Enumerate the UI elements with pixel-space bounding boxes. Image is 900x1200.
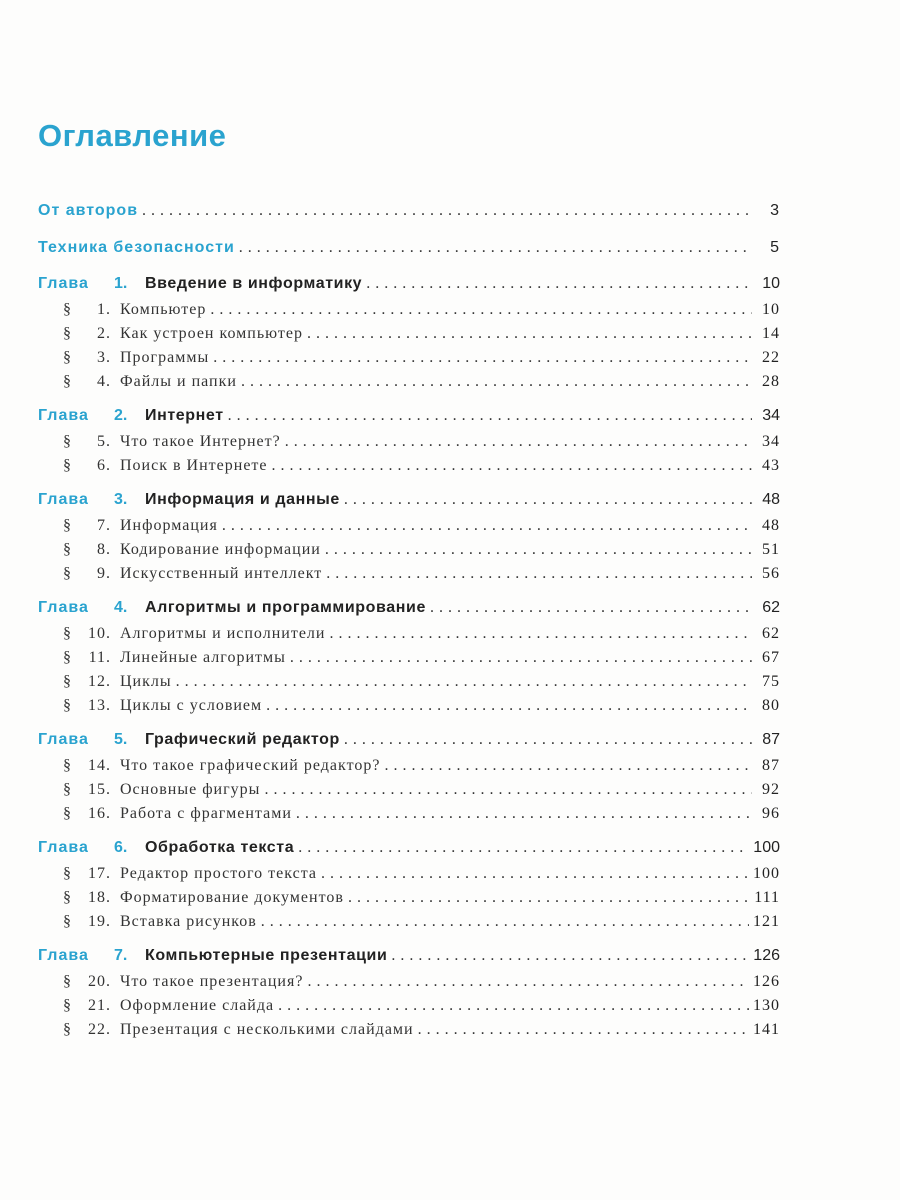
dot-leader: [321, 865, 749, 883]
dot-leader: [228, 407, 752, 425]
section-title: Файлы и папки: [120, 373, 237, 390]
toc-section[interactable]: [38, 649, 780, 673]
dot-leader: [384, 757, 752, 775]
dot-leader: [348, 889, 750, 907]
chapter-label: Глава: [38, 275, 89, 292]
chapter-number: 5.: [114, 731, 128, 748]
toc-chapter[interactable]: [38, 839, 780, 865]
toc-entry-front[interactable]: [38, 239, 780, 265]
page-number: 67: [762, 649, 780, 666]
section-number: 6.: [97, 457, 111, 474]
section-title: Основные фигуры: [120, 781, 261, 798]
section-title: Информация: [120, 517, 218, 534]
page-number: 48: [762, 491, 780, 508]
toc-section[interactable]: [38, 565, 780, 589]
toc-chapter[interactable]: [38, 599, 780, 625]
dot-leader: [290, 649, 752, 667]
toc-section[interactable]: [38, 517, 780, 541]
section-sign: §: [63, 973, 72, 990]
toc-section[interactable]: [38, 757, 780, 781]
toc-section[interactable]: [38, 973, 780, 997]
toc-section[interactable]: [38, 889, 780, 913]
page-number: 34: [762, 433, 780, 450]
page-number: 75: [762, 673, 780, 690]
section-number: 1.: [97, 301, 111, 318]
toc-section[interactable]: [38, 865, 780, 889]
dot-leader: [285, 433, 752, 451]
chapter-title: Компьютерные презентации: [145, 947, 388, 964]
section-number: 18.: [88, 889, 111, 906]
toc-section[interactable]: [38, 1021, 780, 1045]
toc-section[interactable]: [38, 457, 780, 481]
dot-leader: [298, 839, 749, 857]
section-sign: §: [63, 625, 72, 642]
chapter-title: Информация и данные: [145, 491, 340, 508]
page-number: 130: [753, 997, 780, 1014]
dot-leader: [418, 1021, 749, 1039]
toc-section[interactable]: [38, 325, 780, 349]
section-sign: §: [63, 517, 72, 534]
dot-leader: [325, 541, 752, 559]
page-number: 22: [762, 349, 780, 366]
section-number: 15.: [88, 781, 111, 798]
section-title: Редактор простого текста: [120, 865, 318, 882]
chapter-label: Глава: [38, 599, 89, 616]
section-number: 22.: [88, 1021, 111, 1038]
section-title: Кодирование информации: [120, 541, 321, 558]
chapter-number: 4.: [114, 599, 128, 616]
dot-leader: [222, 517, 752, 535]
section-title: Форматирование документов: [120, 889, 344, 906]
entry-title: От авторов: [38, 202, 139, 219]
section-title: Что такое графический редактор?: [120, 757, 381, 774]
chapter-title: Интернет: [145, 407, 224, 424]
page-number: 62: [762, 599, 780, 616]
section-sign: §: [63, 325, 72, 342]
chapter-label: Глава: [38, 491, 89, 508]
page-number: 5: [770, 239, 780, 256]
section-sign: §: [63, 349, 72, 366]
section-number: 2.: [97, 325, 111, 342]
dot-leader: [366, 275, 752, 293]
dot-leader: [176, 673, 752, 691]
page-number: 56: [762, 565, 780, 582]
dot-leader: [272, 457, 752, 475]
page-number: 51: [762, 541, 780, 558]
page-number: 100: [753, 839, 780, 856]
chapter-number: 7.: [114, 947, 128, 964]
toc-section[interactable]: [38, 673, 780, 697]
dot-leader: [430, 599, 752, 617]
chapter-label: Глава: [38, 947, 89, 964]
toc-chapter[interactable]: [38, 407, 780, 433]
page-number: 48: [762, 517, 780, 534]
toc-section[interactable]: [38, 997, 780, 1021]
section-number: 20.: [88, 973, 111, 990]
page-number: 126: [753, 973, 780, 990]
page-number: 121: [753, 913, 780, 930]
page-number: 34: [762, 407, 780, 424]
section-number: 13.: [88, 697, 111, 714]
section-sign: §: [63, 697, 72, 714]
chapter-number: 3.: [114, 491, 128, 508]
toc-section[interactable]: [38, 349, 780, 373]
section-number: 4.: [97, 373, 111, 390]
section-number: 19.: [88, 913, 111, 930]
page-title: Оглавление: [38, 118, 227, 153]
page-number: 111: [754, 889, 780, 906]
dot-leader: [329, 625, 752, 643]
page-number: 92: [762, 781, 780, 798]
dot-leader: [261, 913, 749, 931]
toc-section[interactable]: [38, 697, 780, 721]
section-title: Оформление слайда: [120, 997, 275, 1014]
section-sign: §: [63, 373, 72, 390]
section-title: Искусственный интеллект: [120, 565, 323, 582]
dot-leader: [241, 373, 752, 391]
section-sign: §: [63, 865, 72, 882]
toc-chapter[interactable]: [38, 275, 780, 301]
section-number: 7.: [97, 517, 111, 534]
page-number: 14: [762, 325, 780, 342]
toc-section[interactable]: [38, 301, 780, 325]
section-number: 12.: [88, 673, 111, 690]
section-title: Презентация с несколькими слайдами: [120, 1021, 414, 1038]
toc-chapter[interactable]: [38, 491, 780, 517]
page-number: 3: [770, 202, 780, 219]
page-number: 28: [762, 373, 780, 390]
section-title: Линейные алгоритмы: [120, 649, 286, 666]
chapter-title: Обработка текста: [145, 839, 295, 856]
page-number: 62: [762, 625, 780, 642]
page-number: 100: [753, 865, 780, 882]
section-number: 17.: [88, 865, 111, 882]
page-number: 43: [762, 457, 780, 474]
section-sign: §: [63, 757, 72, 774]
page-number: 10: [762, 275, 780, 292]
section-sign: §: [63, 889, 72, 906]
toc-section[interactable]: [38, 373, 780, 397]
section-title: Алгоритмы и исполнители: [120, 625, 326, 642]
section-number: 16.: [88, 805, 111, 822]
section-number: 8.: [97, 541, 111, 558]
page-number: 141: [753, 1021, 780, 1038]
toc-chapter[interactable]: [38, 947, 780, 973]
section-number: 11.: [88, 649, 111, 666]
page-number: 80: [762, 697, 780, 714]
section-sign: §: [63, 1021, 72, 1038]
dot-leader: [142, 202, 752, 220]
toc-section[interactable]: [38, 781, 780, 805]
dot-leader: [344, 491, 752, 509]
section-sign: §: [63, 433, 72, 450]
page-number: 87: [762, 757, 780, 774]
dot-leader: [266, 697, 752, 715]
section-title: Программы: [120, 349, 210, 366]
entry-title: Техника безопасности: [38, 239, 235, 256]
chapter-title: Графический редактор: [145, 731, 340, 748]
section-title: Поиск в Интернете: [120, 457, 268, 474]
toc-chapter[interactable]: [38, 731, 780, 757]
toc-section[interactable]: [38, 625, 780, 649]
page-number: 96: [762, 805, 780, 822]
dot-leader: [344, 731, 752, 749]
toc-entry-front[interactable]: [38, 202, 780, 228]
section-number: 5.: [97, 433, 111, 450]
section-number: 10.: [88, 625, 111, 642]
dot-leader: [210, 301, 752, 319]
page-number: 87: [762, 731, 780, 748]
section-sign: §: [63, 457, 72, 474]
section-sign: §: [63, 805, 72, 822]
section-title: Компьютер: [120, 301, 207, 318]
dot-leader: [326, 565, 752, 583]
chapter-number: 6.: [114, 839, 128, 856]
chapter-label: Глава: [38, 407, 89, 424]
section-sign: §: [63, 673, 72, 690]
section-sign: §: [63, 301, 72, 318]
section-sign: §: [63, 997, 72, 1014]
toc-section[interactable]: [38, 913, 780, 937]
chapter-label: Глава: [38, 731, 89, 748]
dot-leader: [278, 997, 749, 1015]
toc-section[interactable]: [38, 433, 780, 457]
dot-leader: [391, 947, 749, 965]
toc-section[interactable]: [38, 541, 780, 565]
chapter-number: 1.: [114, 275, 128, 292]
chapter-label: Глава: [38, 839, 89, 856]
section-sign: §: [63, 781, 72, 798]
section-title: Циклы с условием: [120, 697, 263, 714]
toc-section[interactable]: [38, 805, 780, 829]
section-title: Что такое Интернет?: [120, 433, 281, 450]
section-sign: §: [63, 913, 72, 930]
section-number: 21.: [88, 997, 111, 1014]
section-title: Вставка рисунков: [120, 913, 257, 930]
section-title: Работа с фрагментами: [120, 805, 292, 822]
section-number: 9.: [97, 565, 111, 582]
page-number: 126: [753, 947, 780, 964]
chapter-title: Введение в информатику: [145, 275, 363, 292]
section-title: Что такое презентация?: [120, 973, 304, 990]
dot-leader: [239, 239, 752, 257]
dot-leader: [213, 349, 752, 367]
section-sign: §: [63, 565, 72, 582]
section-title: Как устроен компьютер: [120, 325, 303, 342]
chapter-number: 2.: [114, 407, 128, 424]
dot-leader: [307, 325, 752, 343]
section-number: 14.: [88, 757, 111, 774]
page-number: 10: [762, 301, 780, 318]
chapter-title: Алгоритмы и программирование: [145, 599, 426, 616]
section-number: 3.: [97, 349, 111, 366]
section-title: Циклы: [120, 673, 172, 690]
table-of-contents: [38, 202, 780, 1045]
dot-leader: [296, 805, 752, 823]
section-sign: §: [63, 541, 72, 558]
dot-leader: [264, 781, 752, 799]
dot-leader: [307, 973, 749, 991]
section-sign: §: [63, 649, 72, 666]
